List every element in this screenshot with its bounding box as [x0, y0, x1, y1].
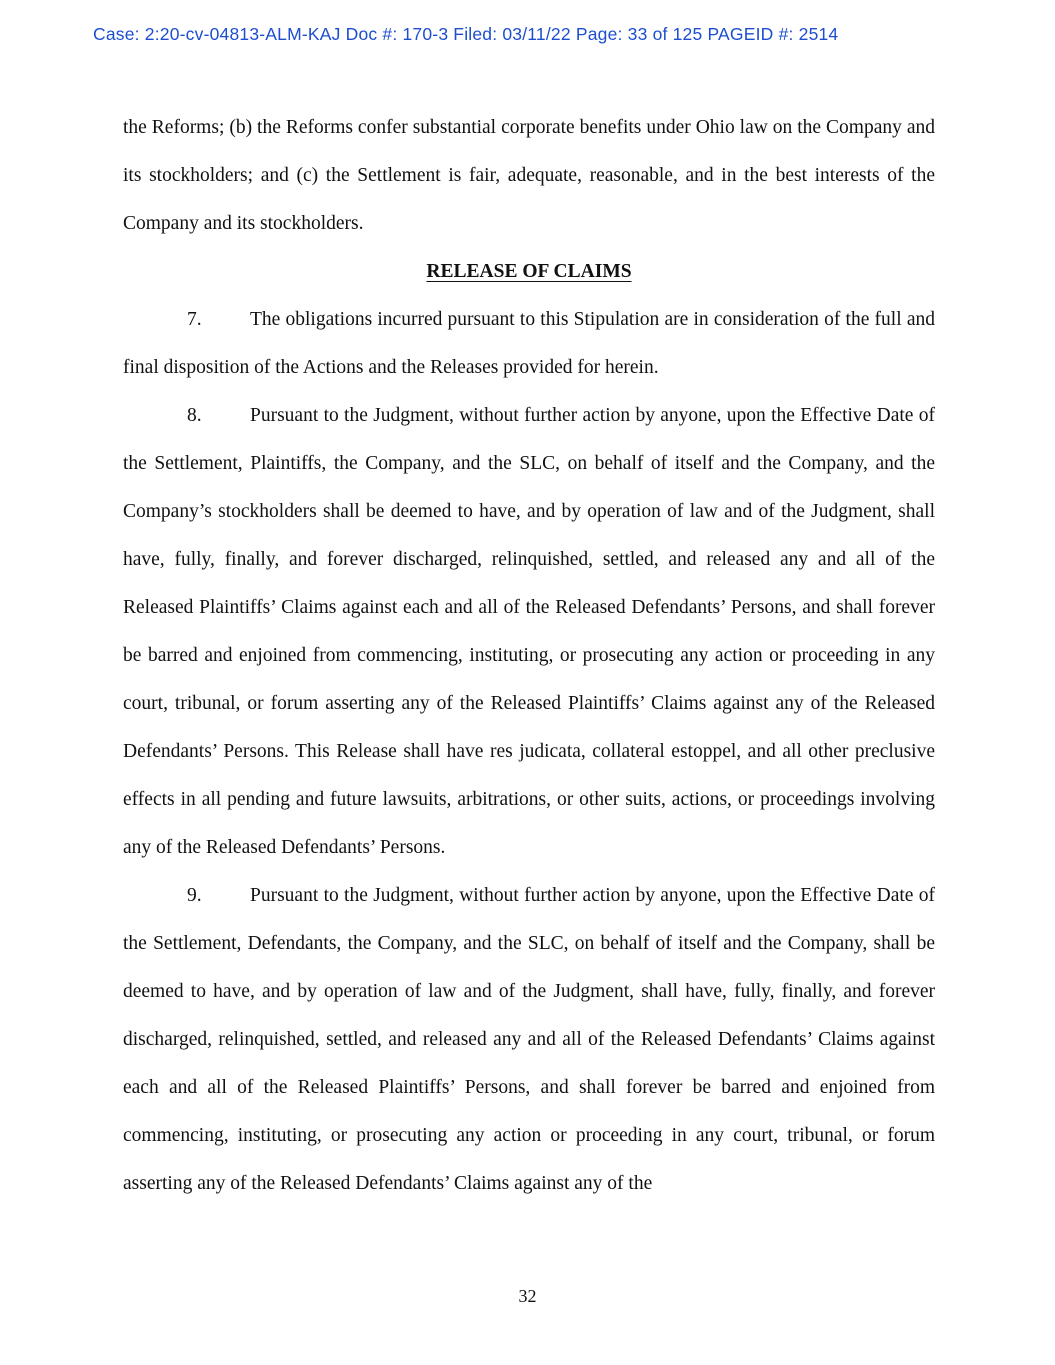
- paragraph-8: [123, 392, 935, 872]
- paragraph-9-text: Pursuant to the Judgment, without further action by anyone, upon the Effective Date of the Settlement, Defendants, the Company, and the SLC, on behalf of itself and the Company, shall be deemed to have, and by operation of law and of the Judgment, shall have, fully, finally, and forever discharged, relinquished, settled, and released any and all of the Released Defendants’ Claims against each and all of the Released Plaintiffs’ Persons, and shall forever be barred and enjoined from commencing, instituting, or prosecuting any action or proceeding in any court, tribunal, or forum asserting any of the Released Defendants’ Claims against any of the: [123, 885, 935, 1194]
- paragraph-9: [123, 872, 935, 1208]
- section-heading-text: RELEASE OF CLAIMS: [426, 261, 632, 282]
- paragraph-8-text: Pursuant to the Judgment, without further action by anyone, upon the Effective Date of the Settlement, Plaintiffs, the Company, and the SLC, on behalf of itself and the Company, and the Company’s stockholders shall be deemed to have, and by operation of law and of the Judgment, shall have, fully, finally, and forever discharged, relinquished, settled, and released any and all of the Released Plaintiffs’ Claims against each and all of the Released Defendants’ Persons, and shall forever be barred and enjoined from commencing, instituting, or prosecuting any action or proceeding in any court, tribunal, or forum asserting any of the Released Plaintiffs’ Claims against any of the Released Defendants’ Persons. This Release shall have res judicata, collateral estoppel, and all other preclusive effects in all pending and future lawsuits, arbitrations, or other suits, actions, or proceedings involving any of the Released Defendants’ Persons.: [123, 405, 935, 858]
- paragraph-intro-continuation: the Reforms; (b) the Reforms confer substantial corporate benefits under Ohio law on the Company and its stockholders; and (c) the Settlement is fair, adequate, reasonable, and in the best interests of the Company and its stockholders.: [123, 117, 935, 234]
- paragraph-7: [123, 296, 935, 392]
- case-header: Case: 2:20-cv-04813-ALM-KAJ Doc #: 170-3 Filed: 03/11/22 Page: 33 of 125 PAGEID #: 2514: [93, 24, 839, 44]
- paragraph-9-number: 9.: [187, 885, 202, 906]
- paragraph-7-number: 7.: [187, 309, 202, 330]
- paragraph-8-number: 8.: [187, 405, 202, 426]
- section-heading: [123, 248, 935, 296]
- page-number: 32: [518, 1286, 537, 1306]
- document-body: [123, 104, 935, 1208]
- paragraph-7-text: The obligations incurred pursuant to this Stipulation are in consideration of the full and final disposition of the Actions and the Releases provided for herein.: [123, 309, 935, 378]
